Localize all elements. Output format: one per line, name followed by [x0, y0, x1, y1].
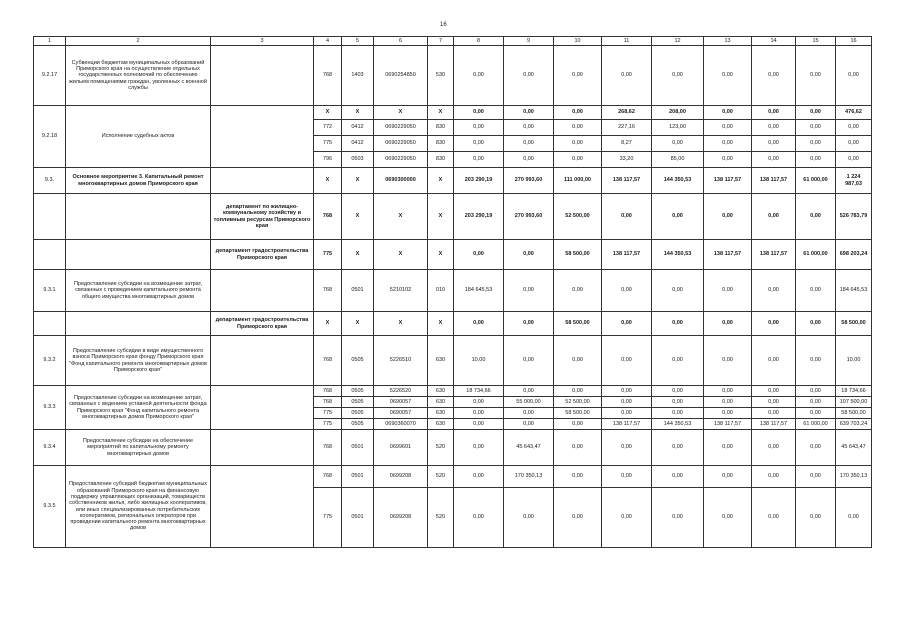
value-cell: 0501 — [342, 488, 374, 548]
value-cell: 0,00 — [796, 408, 836, 419]
budget-table — [33, 36, 872, 548]
value-cell: 18 734,66 — [454, 386, 504, 397]
value-cell: 0699208 — [374, 488, 428, 548]
value-cell: 0,00 — [796, 466, 836, 488]
value-cell: 0,00 — [652, 312, 704, 336]
value-cell: 0,00 — [554, 106, 602, 120]
value-cell: 0,00 — [836, 136, 872, 152]
value-cell: 0,00 — [704, 408, 752, 419]
value-cell: 61 000,00 — [796, 168, 836, 194]
value-cell: 630 — [428, 419, 454, 430]
value-cell: 0,00 — [704, 152, 752, 168]
value-cell: X — [342, 106, 374, 120]
value-cell: 0,00 — [704, 430, 752, 466]
row-description — [66, 312, 211, 336]
value-cell: 0,00 — [836, 46, 872, 106]
value-cell: 768 — [314, 430, 342, 466]
value-cell: 0,00 — [752, 194, 796, 240]
value-cell: 0,00 — [454, 397, 504, 408]
value-cell: 0,00 — [752, 312, 796, 336]
header-cell: 3 — [211, 37, 314, 46]
value-cell: 0,00 — [796, 336, 836, 386]
value-cell: 0,00 — [554, 46, 602, 106]
value-cell: 0,00 — [704, 336, 752, 386]
value-cell: 0,00 — [454, 430, 504, 466]
value-cell: 5226510 — [374, 336, 428, 386]
value-cell: 0505 — [342, 397, 374, 408]
table-row — [34, 312, 872, 336]
responsible-executor — [211, 336, 314, 386]
value-cell: 0,00 — [796, 152, 836, 168]
value-cell: 0,00 — [554, 419, 602, 430]
value-cell: 775 — [314, 240, 342, 270]
value-cell: X — [342, 168, 374, 194]
value-cell: 0,00 — [796, 386, 836, 397]
row-number: 9.3. — [34, 168, 66, 194]
value-cell: 0,00 — [652, 408, 704, 419]
value-cell: 0,00 — [554, 270, 602, 312]
value-cell: 10,00 — [454, 336, 504, 386]
value-cell: 144 350,53 — [652, 419, 704, 430]
value-cell: 0,00 — [454, 46, 504, 106]
value-cell: 0,00 — [504, 152, 554, 168]
value-cell: X — [374, 194, 428, 240]
value-cell: 184 645,53 — [836, 270, 872, 312]
header-cell: 7 — [428, 37, 454, 46]
value-cell: 268,62 — [602, 106, 652, 120]
value-cell: 0,00 — [504, 46, 554, 106]
value-cell: 45 643,47 — [504, 430, 554, 466]
table-row — [34, 336, 872, 386]
value-cell: 0690300000 — [374, 168, 428, 194]
value-cell: 58 500,00 — [554, 312, 602, 336]
value-cell: 0,00 — [454, 312, 504, 336]
value-cell: 639 703,24 — [836, 419, 872, 430]
responsible-executor — [211, 466, 314, 548]
value-cell: 0,00 — [504, 419, 554, 430]
value-cell: 0,00 — [602, 270, 652, 312]
value-cell: 0,00 — [554, 336, 602, 386]
value-cell: 52 500,00 — [554, 397, 602, 408]
value-cell: 0505 — [342, 386, 374, 397]
value-cell: 138 117,57 — [602, 419, 652, 430]
value-cell: 0,00 — [796, 106, 836, 120]
value-cell: 111 000,00 — [554, 168, 602, 194]
value-cell: 0,00 — [652, 466, 704, 488]
row-number — [34, 194, 66, 240]
value-cell: 0,00 — [752, 397, 796, 408]
value-cell: 0,00 — [752, 408, 796, 419]
value-cell: 0,00 — [752, 430, 796, 466]
value-cell: 0,00 — [836, 488, 872, 548]
header-row — [34, 37, 872, 46]
row-number: 9.2.17 — [34, 46, 66, 106]
value-cell: 0,00 — [504, 136, 554, 152]
value-cell: 0,00 — [796, 136, 836, 152]
value-cell: X — [374, 312, 428, 336]
value-cell: 0,00 — [602, 194, 652, 240]
value-cell: 0,00 — [652, 386, 704, 397]
table-row — [34, 46, 872, 106]
value-cell: 520 — [428, 488, 454, 548]
responsible-executor: департамент градостроительства Приморского края — [211, 240, 314, 270]
value-cell: 775 — [314, 419, 342, 430]
value-cell: 45 643,47 — [836, 430, 872, 466]
value-cell: 58 500,00 — [836, 312, 872, 336]
value-cell: 107 500,00 — [836, 397, 872, 408]
value-cell: 5210102 — [374, 270, 428, 312]
value-cell: 0,00 — [602, 397, 652, 408]
value-cell: 0,00 — [704, 386, 752, 397]
value-cell: 0503 — [342, 152, 374, 168]
value-cell: 830 — [428, 120, 454, 136]
value-cell: 0,00 — [652, 194, 704, 240]
value-cell: 0,00 — [652, 488, 704, 548]
value-cell: 0699601 — [374, 430, 428, 466]
value-cell: 1 224 987,03 — [836, 168, 872, 194]
value-cell: 0,00 — [602, 488, 652, 548]
value-cell: 0,00 — [504, 120, 554, 136]
value-cell: X — [374, 240, 428, 270]
table-row — [34, 168, 872, 194]
value-cell: 0,00 — [704, 136, 752, 152]
value-cell: 775 — [314, 488, 342, 548]
value-cell: 698 203,24 — [836, 240, 872, 270]
value-cell: 0699208 — [374, 466, 428, 488]
value-cell: 0412 — [342, 120, 374, 136]
value-cell: 0,00 — [752, 120, 796, 136]
value-cell: 0505 — [342, 336, 374, 386]
value-cell: 0505 — [342, 408, 374, 419]
value-cell: 0,00 — [752, 488, 796, 548]
value-cell: 0,00 — [602, 312, 652, 336]
table-row — [34, 240, 872, 270]
responsible-executor — [211, 430, 314, 466]
header-cell: 16 — [836, 37, 872, 46]
value-cell: 170 350,13 — [504, 466, 554, 488]
value-cell: 0,00 — [504, 270, 554, 312]
value-cell: 5226520 — [374, 386, 428, 397]
value-cell: 170 350,13 — [836, 466, 872, 488]
value-cell: 0,00 — [602, 466, 652, 488]
value-cell: 0,00 — [602, 430, 652, 466]
value-cell: 138 117,57 — [752, 168, 796, 194]
row-number: 9.3.1 — [34, 270, 66, 312]
row-description: Предоставление субсидий бюджетам муниципальных образований Приморского края на финансовую поддержку управляющих организаций, товариществ собственников жилья, либо жилищных кооперативов, или иных специализированных потребительских кооперативов, региональных операторов при проведении капитального ремонта многоквартирных домов — [66, 466, 211, 548]
value-cell: 0,00 — [454, 106, 504, 120]
value-cell: 0,00 — [652, 336, 704, 386]
value-cell: 55 000,00 — [504, 397, 554, 408]
value-cell: 0,00 — [454, 408, 504, 419]
value-cell: 58 500,00 — [554, 408, 602, 419]
value-cell: 0412 — [342, 136, 374, 152]
value-cell: 0690057 — [374, 397, 428, 408]
header-cell: 13 — [704, 37, 752, 46]
value-cell: 0,00 — [602, 46, 652, 106]
value-cell: X — [342, 312, 374, 336]
value-cell: 530 — [428, 46, 454, 106]
value-cell: 526 783,79 — [836, 194, 872, 240]
header-cell: 4 — [314, 37, 342, 46]
value-cell: 0,00 — [704, 46, 752, 106]
value-cell: 208,00 — [652, 106, 704, 120]
value-cell: 138 117,57 — [704, 168, 752, 194]
value-cell: 0501 — [342, 270, 374, 312]
value-cell: 520 — [428, 430, 454, 466]
value-cell: 0,00 — [602, 386, 652, 397]
value-cell: 630 — [428, 336, 454, 386]
responsible-executor: департамент градостроительства Приморского края — [211, 312, 314, 336]
row-description: Основное мероприятие 3. Капитальный ремонт многоквартирных домов Приморского края — [66, 168, 211, 194]
value-cell: 0,00 — [504, 408, 554, 419]
value-cell: X — [428, 168, 454, 194]
value-cell: X — [428, 194, 454, 240]
value-cell: 0,00 — [704, 120, 752, 136]
value-cell: 0,00 — [652, 136, 704, 152]
responsible-executor — [211, 270, 314, 312]
value-cell: 270 993,60 — [504, 168, 554, 194]
value-cell: 775 — [314, 136, 342, 152]
value-cell: 0690229050 — [374, 152, 428, 168]
value-cell: 0,00 — [752, 152, 796, 168]
value-cell: 0,00 — [554, 430, 602, 466]
value-cell: 144 350,53 — [652, 240, 704, 270]
value-cell: 768 — [314, 336, 342, 386]
responsible-executor: департамент по жилищно-коммунальному хозяйству и топливным ресурсам Приморского края — [211, 194, 314, 240]
responsible-executor — [211, 168, 314, 194]
value-cell: X — [314, 312, 342, 336]
row-description: Предоставление субсидии на обеспечение мероприятий по капитальному ремонту многоквартирных домов — [66, 430, 211, 466]
value-cell: 772 — [314, 120, 342, 136]
value-cell: 0,00 — [504, 312, 554, 336]
header-cell: 8 — [454, 37, 504, 46]
value-cell: 0,00 — [602, 408, 652, 419]
value-cell: 0,00 — [454, 466, 504, 488]
value-cell: 61 000,00 — [796, 240, 836, 270]
table-row — [34, 194, 872, 240]
header-cell: 15 — [796, 37, 836, 46]
value-cell: 0,00 — [454, 136, 504, 152]
value-cell: 0,00 — [796, 270, 836, 312]
value-cell: 0,00 — [704, 194, 752, 240]
value-cell: 768 — [314, 270, 342, 312]
value-cell: 0505 — [342, 419, 374, 430]
value-cell: X — [428, 240, 454, 270]
value-cell: 0690229050 — [374, 120, 428, 136]
value-cell: 630 — [428, 408, 454, 419]
value-cell: 0,00 — [454, 419, 504, 430]
value-cell: X — [428, 106, 454, 120]
value-cell: 768 — [314, 194, 342, 240]
value-cell: 0,00 — [504, 336, 554, 386]
value-cell: 0,00 — [504, 386, 554, 397]
value-cell: 0,00 — [454, 488, 504, 548]
value-cell: 0690254850 — [374, 46, 428, 106]
value-cell: 10,00 — [836, 336, 872, 386]
value-cell: 0501 — [342, 430, 374, 466]
value-cell: 270 993,60 — [504, 194, 554, 240]
value-cell: 0,00 — [752, 46, 796, 106]
row-description: Предоставление субсидии в виде имущественного взноса Приморского края фонду Приморского края "Фонд капитального ремонта многоквартирных домов Приморского края" — [66, 336, 211, 386]
value-cell: X — [314, 168, 342, 194]
value-cell: 0,00 — [554, 386, 602, 397]
value-cell: 0,00 — [796, 488, 836, 548]
value-cell: 775 — [314, 408, 342, 419]
value-cell: 203 290,19 — [454, 168, 504, 194]
value-cell: 0,00 — [504, 488, 554, 548]
row-number — [34, 240, 66, 270]
value-cell: 768 — [314, 397, 342, 408]
value-cell: 0,00 — [704, 270, 752, 312]
responsible-executor — [211, 106, 314, 168]
value-cell: 18 734,66 — [836, 386, 872, 397]
value-cell: 0,00 — [752, 336, 796, 386]
value-cell: 0,00 — [796, 430, 836, 466]
row-description — [66, 240, 211, 270]
value-cell: 58 500,00 — [554, 240, 602, 270]
value-cell: 0,00 — [704, 466, 752, 488]
row-number: 9.3.3 — [34, 386, 66, 430]
value-cell: 0,00 — [796, 46, 836, 106]
value-cell: 0,00 — [704, 488, 752, 548]
value-cell: 0690057 — [374, 408, 428, 419]
value-cell: 0,00 — [796, 312, 836, 336]
value-cell: 0690360070 — [374, 419, 428, 430]
header-cell: 5 — [342, 37, 374, 46]
value-cell: 520 — [428, 466, 454, 488]
value-cell: 138 117,57 — [752, 419, 796, 430]
value-cell: 138 117,57 — [704, 419, 752, 430]
value-cell: 203 290,19 — [454, 194, 504, 240]
row-description: Предоставление субсидии на возмещение затрат, связанных с проведением капитального ремонта общего имущества многоквартирных домов — [66, 270, 211, 312]
row-description: Субвенции бюджетам муниципальных образований Приморского края на осуществление отдельных государственных полномочий по обеспечению жильем помещениями граждан, уволенных с военной службы — [66, 46, 211, 106]
value-cell: 830 — [428, 136, 454, 152]
value-cell: 1403 — [342, 46, 374, 106]
value-cell: 138 117,57 — [752, 240, 796, 270]
value-cell: 630 — [428, 397, 454, 408]
value-cell: 476,62 — [836, 106, 872, 120]
table-row — [34, 106, 872, 120]
value-cell: 768 — [314, 386, 342, 397]
responsible-executor — [211, 46, 314, 106]
page-number: 16 — [440, 22, 447, 28]
value-cell: 0,00 — [752, 106, 796, 120]
value-cell: 010 — [428, 270, 454, 312]
value-cell: 830 — [428, 152, 454, 168]
value-cell: 0,00 — [454, 152, 504, 168]
value-cell: 0,00 — [704, 106, 752, 120]
value-cell: 227,16 — [602, 120, 652, 136]
row-number: 9.3.5 — [34, 466, 66, 548]
header-cell: 11 — [602, 37, 652, 46]
value-cell: 0,00 — [554, 120, 602, 136]
table-row — [34, 386, 872, 397]
value-cell: 144 350,53 — [652, 168, 704, 194]
value-cell: 0,00 — [504, 240, 554, 270]
value-cell: 0,00 — [554, 488, 602, 548]
header-cell: 9 — [504, 37, 554, 46]
value-cell: 61 000,00 — [796, 419, 836, 430]
value-cell: 123,00 — [652, 120, 704, 136]
header-cell: 6 — [374, 37, 428, 46]
value-cell: 0,00 — [796, 194, 836, 240]
value-cell: 138 117,57 — [704, 240, 752, 270]
value-cell: 52 500,00 — [554, 194, 602, 240]
value-cell: 0,00 — [704, 397, 752, 408]
value-cell: X — [428, 312, 454, 336]
header-cell: 12 — [652, 37, 704, 46]
value-cell: X — [314, 106, 342, 120]
value-cell: 58 500,00 — [836, 408, 872, 419]
value-cell: 0,00 — [652, 430, 704, 466]
value-cell: 0,00 — [836, 152, 872, 168]
value-cell: X — [374, 106, 428, 120]
value-cell: 8,27 — [602, 136, 652, 152]
value-cell: 0,00 — [454, 120, 504, 136]
table-row — [34, 270, 872, 312]
row-number: 9.3.2 — [34, 336, 66, 386]
value-cell: 0,00 — [752, 136, 796, 152]
value-cell: 0,00 — [796, 120, 836, 136]
value-cell: 184 645,53 — [454, 270, 504, 312]
table-row — [34, 466, 872, 488]
value-cell: 0,00 — [554, 466, 602, 488]
value-cell: 0,00 — [836, 120, 872, 136]
value-cell: 0,00 — [752, 386, 796, 397]
header-cell: 14 — [752, 37, 796, 46]
value-cell: 138 117,57 — [602, 168, 652, 194]
value-cell: 0,00 — [652, 270, 704, 312]
value-cell: X — [342, 194, 374, 240]
value-cell: 768 — [314, 46, 342, 106]
value-cell: X — [342, 240, 374, 270]
value-cell: 0,00 — [652, 46, 704, 106]
row-number — [34, 312, 66, 336]
header-cell: 2 — [66, 37, 211, 46]
value-cell: 630 — [428, 386, 454, 397]
header-cell: 10 — [554, 37, 602, 46]
table-row — [34, 430, 872, 466]
value-cell: 0,00 — [602, 336, 652, 386]
value-cell: 0,00 — [554, 136, 602, 152]
row-number: 9.2.18 — [34, 106, 66, 168]
header-cell: 1 — [34, 37, 66, 46]
value-cell: 796 — [314, 152, 342, 168]
responsible-executor — [211, 386, 314, 430]
value-cell: 0,00 — [504, 106, 554, 120]
value-cell: 0,00 — [454, 240, 504, 270]
value-cell: 138 117,57 — [602, 240, 652, 270]
value-cell: 0,00 — [796, 397, 836, 408]
row-description — [66, 194, 211, 240]
row-description: Исполнение судебных актов — [66, 106, 211, 168]
value-cell: 0501 — [342, 466, 374, 488]
value-cell: 0690229050 — [374, 136, 428, 152]
row-number: 9.3.4 — [34, 430, 66, 466]
value-cell: 0,00 — [752, 466, 796, 488]
value-cell: 768 — [314, 466, 342, 488]
row-description: Предоставление субсидии на возмещение затрат, связанных с ведением уставной деятельности фонда Приморского края "Фонд капитального ремонта многоквартирных домов Приморского края" — [66, 386, 211, 430]
value-cell: 0,00 — [752, 270, 796, 312]
value-cell: 85,00 — [652, 152, 704, 168]
value-cell: 0,00 — [554, 152, 602, 168]
value-cell: 0,00 — [704, 312, 752, 336]
value-cell: 0,00 — [652, 397, 704, 408]
value-cell: 33,20 — [602, 152, 652, 168]
